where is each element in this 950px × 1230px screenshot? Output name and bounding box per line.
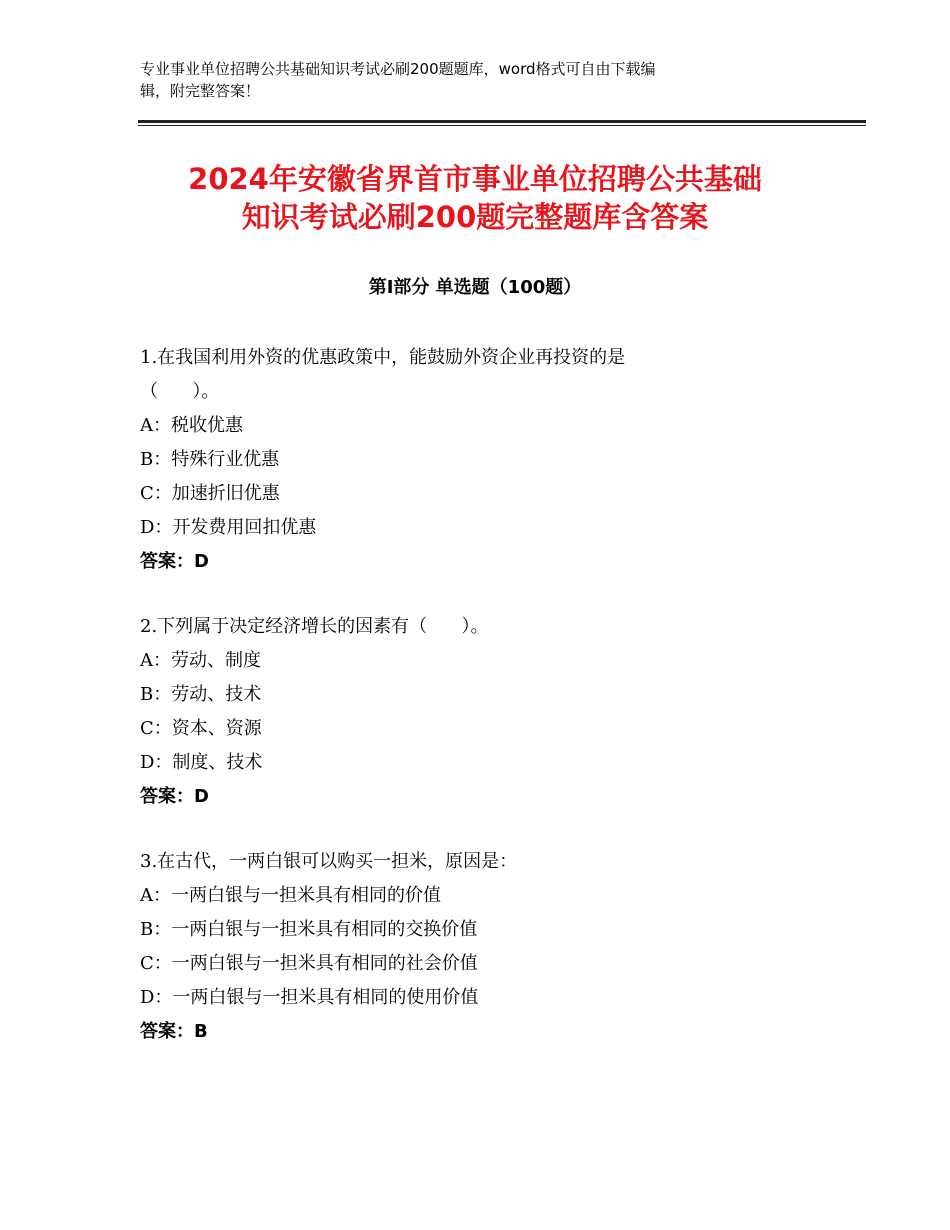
option-d: D：一两白银与一担米具有相同的使用价值 xyxy=(140,987,479,1008)
header-note xyxy=(140,58,800,102)
option-d: D：开发费用回扣优惠 xyxy=(140,517,317,538)
option-a: A：税收优惠 xyxy=(140,415,243,436)
document-title-line-2: 知识考试必刷200题完整题库含答案 xyxy=(241,200,709,234)
option-b: B：一两白银与一担米具有相同的交换价值 xyxy=(140,919,478,940)
question-stem: 1.在我国利用外资的优惠政策中，能鼓励外资企业再投资的是 xyxy=(140,347,626,368)
option-d: D：制度、技术 xyxy=(140,752,263,773)
option-c: C：加速折旧优惠 xyxy=(140,483,280,504)
option-c: C：资本、资源 xyxy=(140,718,262,739)
question-1 xyxy=(140,341,820,579)
answer: 答案：D xyxy=(140,551,209,572)
option-a: A：劳动、制度 xyxy=(140,650,261,671)
question-stem: 3.在古代，一两白银可以购买一担米，原因是： xyxy=(140,851,518,872)
option-b: B：特殊行业优惠 xyxy=(140,449,280,470)
option-a: A：一两白银与一担米具有相同的价值 xyxy=(140,885,441,906)
document-title xyxy=(100,160,850,236)
section-heading: 第Ⅰ部分 单选题（100题） xyxy=(368,277,582,298)
document-title-line-1: 2024年安徽省界首市事业单位招聘公共基础 xyxy=(188,162,762,196)
header-rule-thick xyxy=(138,120,866,123)
question-list xyxy=(140,341,820,1080)
header-note-line-1: 专业事业单位招聘公共基础知识考试必刷200题题库，word格式可自由下载编 xyxy=(140,60,656,78)
header-note-line-2: 辑，附完整答案！ xyxy=(140,82,261,100)
question-stem: 2.下列属于决定经济增长的因素有（ ）。 xyxy=(140,616,489,637)
question-3 xyxy=(140,845,820,1049)
option-b: B：劳动、技术 xyxy=(140,684,262,705)
question-stem-continued: （ ）。 xyxy=(140,381,220,402)
header-rule-thin xyxy=(138,125,866,126)
question-2 xyxy=(140,610,820,814)
answer: 答案：D xyxy=(140,786,209,807)
option-c: C：一两白银与一担米具有相同的社会价值 xyxy=(140,953,478,974)
answer: 答案：B xyxy=(140,1021,208,1042)
